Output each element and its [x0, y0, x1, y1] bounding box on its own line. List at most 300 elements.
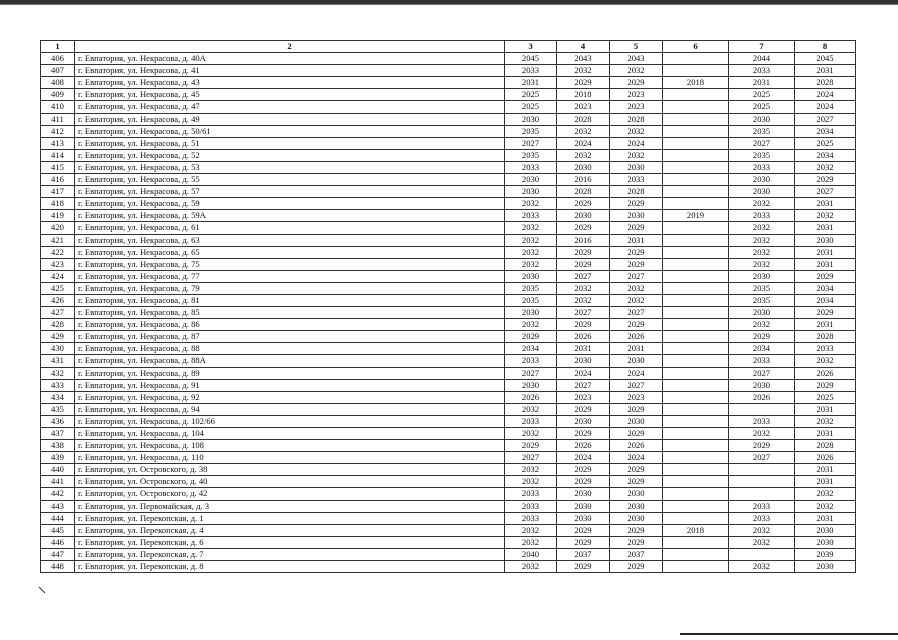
- col-7-value: 2044: [729, 53, 795, 65]
- address: г. Евпатория, ул. Некрасова, д. 51: [75, 137, 505, 149]
- col-7-value: 2032: [729, 198, 795, 210]
- col-6-value: [663, 53, 729, 65]
- col-4-value: 2023: [557, 101, 610, 113]
- table-row: [41, 428, 856, 440]
- col-3-value: 2030: [505, 113, 557, 125]
- col-4-value: 2037: [557, 548, 610, 560]
- table-body: [41, 53, 856, 573]
- address: г. Евпатория, ул. Некрасова, д. 89: [75, 367, 505, 379]
- col-3-value: 2033: [505, 512, 557, 524]
- row-number: 427: [41, 307, 75, 319]
- address: г. Евпатория, ул. Перекопская, д. 4: [75, 524, 505, 536]
- col-7-value: 2033: [729, 415, 795, 427]
- address: г. Евпатория, ул. Некрасова, д. 88: [75, 343, 505, 355]
- col-6-value: [663, 391, 729, 403]
- col-4-value: 2023: [557, 391, 610, 403]
- col-4-value: 2030: [557, 512, 610, 524]
- row-number: 406: [41, 53, 75, 65]
- col-3-value: 2032: [505, 222, 557, 234]
- col-4-value: 2031: [557, 343, 610, 355]
- table-row: [41, 270, 856, 282]
- col-5-value: 2032: [610, 149, 663, 161]
- col-5-value: 2026: [610, 440, 663, 452]
- col-5-value: 2029: [610, 77, 663, 89]
- col-8-value: 2030: [795, 536, 856, 548]
- row-number: 423: [41, 258, 75, 270]
- address: г. Евпатория, ул. Некрасова, д. 61: [75, 222, 505, 234]
- row-number: 430: [41, 343, 75, 355]
- col-8-value: 2031: [795, 403, 856, 415]
- col-3-value: 2030: [505, 186, 557, 198]
- table-row: [41, 113, 856, 125]
- col-5-value: 2029: [610, 428, 663, 440]
- col-6-value: [663, 500, 729, 512]
- address: г. Евпатория, ул. Некрасова, д. 47: [75, 101, 505, 113]
- address: г. Евпатория, ул. Островского, д. 42: [75, 488, 505, 500]
- col-5-value: 2029: [610, 476, 663, 488]
- header-col-5: 5: [610, 41, 663, 53]
- col-7-value: 2030: [729, 379, 795, 391]
- address: г. Евпатория, ул. Первомайская, д. 3: [75, 500, 505, 512]
- stray-mark-icon: [38, 586, 46, 594]
- col-6-value: [663, 125, 729, 137]
- address: г. Евпатория, ул. Некрасова, д. 57: [75, 186, 505, 198]
- address: г. Евпатория, ул. Некрасова, д. 45: [75, 89, 505, 101]
- address: г. Евпатория, ул. Некрасова, д. 55: [75, 174, 505, 186]
- col-8-value: 2045: [795, 53, 856, 65]
- col-5-value: 2027: [610, 379, 663, 391]
- col-6-value: [663, 258, 729, 270]
- col-6-value: [663, 488, 729, 500]
- address: г. Евпатория, ул. Некрасова, д. 81: [75, 294, 505, 306]
- col-5-value: 2029: [610, 246, 663, 258]
- col-5-value: 2029: [610, 464, 663, 476]
- col-5-value: 2023: [610, 101, 663, 113]
- row-number: 413: [41, 137, 75, 149]
- col-6-value: [663, 246, 729, 258]
- header-col-2: 2: [75, 41, 505, 53]
- col-7-value: [729, 403, 795, 415]
- col-3-value: 2027: [505, 367, 557, 379]
- col-7-value: 2033: [729, 512, 795, 524]
- col-7-value: 2030: [729, 270, 795, 282]
- row-number: 417: [41, 186, 75, 198]
- col-3-value: 2033: [505, 65, 557, 77]
- col-8-value: 2028: [795, 331, 856, 343]
- col-4-value: 2043: [557, 53, 610, 65]
- table-row: [41, 355, 856, 367]
- table-row: [41, 246, 856, 258]
- col-5-value: 2030: [610, 488, 663, 500]
- address: г. Евпатория, ул. Перекопская, д. 8: [75, 561, 505, 573]
- col-8-value: 2031: [795, 198, 856, 210]
- col-4-value: 2032: [557, 294, 610, 306]
- address: г. Евпатория, ул. Перекопская, д. 7: [75, 548, 505, 560]
- col-8-value: 2027: [795, 186, 856, 198]
- table-row: [41, 89, 856, 101]
- address: г. Евпатория, ул. Некрасова, д. 86: [75, 319, 505, 331]
- table-row: [41, 488, 856, 500]
- col-6-value: [663, 198, 729, 210]
- col-7-value: 2032: [729, 258, 795, 270]
- col-8-value: 2030: [795, 234, 856, 246]
- col-7-value: 2032: [729, 246, 795, 258]
- col-3-value: 2033: [505, 415, 557, 427]
- table-row: [41, 367, 856, 379]
- col-8-value: 2032: [795, 210, 856, 222]
- col-3-value: 2035: [505, 294, 557, 306]
- row-number: 433: [41, 379, 75, 391]
- col-6-value: [663, 307, 729, 319]
- col-7-value: 2033: [729, 210, 795, 222]
- col-6-value: [663, 186, 729, 198]
- address: г. Евпатория, ул. Перекопская, д. 6: [75, 536, 505, 548]
- col-5-value: 2032: [610, 65, 663, 77]
- col-8-value: 2031: [795, 258, 856, 270]
- address: г. Евпатория, ул. Некрасова, д. 49: [75, 113, 505, 125]
- col-8-value: 2031: [795, 476, 856, 488]
- col-5-value: 2030: [610, 161, 663, 173]
- col-7-value: 2033: [729, 65, 795, 77]
- col-8-value: 2030: [795, 524, 856, 536]
- col-6-value: [663, 65, 729, 77]
- col-7-value: 2026: [729, 391, 795, 403]
- col-3-value: 2029: [505, 440, 557, 452]
- table-row: [41, 174, 856, 186]
- table-row: [41, 415, 856, 427]
- table-row: [41, 210, 856, 222]
- address: г. Евпатория, ул. Некрасова, д. 75: [75, 258, 505, 270]
- col-5-value: 2029: [610, 403, 663, 415]
- table-row: [41, 452, 856, 464]
- col-6-value: [663, 561, 729, 573]
- col-3-value: 2032: [505, 234, 557, 246]
- row-number: 422: [41, 246, 75, 258]
- col-5-value: 2030: [610, 210, 663, 222]
- row-number: 439: [41, 452, 75, 464]
- col-8-value: 2039: [795, 548, 856, 560]
- col-4-value: 2029: [557, 246, 610, 258]
- col-8-value: 2027: [795, 113, 856, 125]
- row-number: 411: [41, 113, 75, 125]
- col-4-value: 2024: [557, 137, 610, 149]
- col-4-value: 2029: [557, 258, 610, 270]
- col-7-value: 2032: [729, 561, 795, 573]
- row-number: 421: [41, 234, 75, 246]
- col-6-value: [663, 367, 729, 379]
- table-row: [41, 258, 856, 270]
- col-7-value: 2032: [729, 524, 795, 536]
- address: г. Евпатория, ул. Некрасова, д. 43: [75, 77, 505, 89]
- table-row: [41, 307, 856, 319]
- col-7-value: 2030: [729, 174, 795, 186]
- col-5-value: 2026: [610, 331, 663, 343]
- table-row: [41, 319, 856, 331]
- col-6-value: [663, 282, 729, 294]
- row-number: 431: [41, 355, 75, 367]
- col-5-value: 2029: [610, 561, 663, 573]
- table-row: [41, 343, 856, 355]
- col-5-value: 2033: [610, 174, 663, 186]
- row-number: 440: [41, 464, 75, 476]
- col-6-value: [663, 343, 729, 355]
- row-number: 414: [41, 149, 75, 161]
- address: г. Евпатория, ул. Некрасова, д. 63: [75, 234, 505, 246]
- col-5-value: 2024: [610, 137, 663, 149]
- col-8-value: 2034: [795, 294, 856, 306]
- col-4-value: 2030: [557, 415, 610, 427]
- col-4-value: 2029: [557, 222, 610, 234]
- table-row: [41, 561, 856, 573]
- col-6-value: [663, 149, 729, 161]
- address: г. Евпатория, ул. Некрасова, д. 41: [75, 65, 505, 77]
- row-number: 447: [41, 548, 75, 560]
- col-7-value: 2033: [729, 161, 795, 173]
- col-7-value: 2035: [729, 294, 795, 306]
- col-8-value: 2031: [795, 65, 856, 77]
- col-3-value: 2030: [505, 270, 557, 282]
- col-8-value: 2029: [795, 270, 856, 282]
- address: г. Евпатория, ул. Некрасова, д. 77: [75, 270, 505, 282]
- table-row: [41, 536, 856, 548]
- col-4-value: 2030: [557, 161, 610, 173]
- col-5-value: 2024: [610, 367, 663, 379]
- col-4-value: 2029: [557, 403, 610, 415]
- col-6-value: [663, 294, 729, 306]
- row-number: 412: [41, 125, 75, 137]
- row-number: 445: [41, 524, 75, 536]
- table-row: [41, 331, 856, 343]
- col-4-value: 2028: [557, 186, 610, 198]
- col-5-value: 2028: [610, 186, 663, 198]
- row-number: 415: [41, 161, 75, 173]
- row-number: 441: [41, 476, 75, 488]
- col-7-value: 2025: [729, 89, 795, 101]
- col-8-value: 2032: [795, 500, 856, 512]
- col-6-value: [663, 222, 729, 234]
- col-8-value: 2028: [795, 440, 856, 452]
- col-4-value: 2016: [557, 174, 610, 186]
- col-4-value: 2029: [557, 524, 610, 536]
- col-4-value: 2028: [557, 113, 610, 125]
- col-7-value: 2030: [729, 113, 795, 125]
- row-number: 410: [41, 101, 75, 113]
- col-3-value: 2034: [505, 343, 557, 355]
- col-4-value: 2032: [557, 282, 610, 294]
- row-number: 428: [41, 319, 75, 331]
- col-3-value: 2033: [505, 488, 557, 500]
- col-7-value: [729, 548, 795, 560]
- col-8-value: 2034: [795, 149, 856, 161]
- address: г. Евпатория, ул. Некрасова, д. 85: [75, 307, 505, 319]
- col-4-value: 2029: [557, 464, 610, 476]
- col-3-value: 2032: [505, 536, 557, 548]
- col-6-value: [663, 355, 729, 367]
- col-6-value: [663, 464, 729, 476]
- col-3-value: 2035: [505, 149, 557, 161]
- scan-top-edge-shadow: [0, 4, 898, 5]
- col-4-value: 2032: [557, 149, 610, 161]
- col-7-value: [729, 476, 795, 488]
- row-number: 434: [41, 391, 75, 403]
- col-3-value: 2033: [505, 161, 557, 173]
- col-5-value: 2028: [610, 113, 663, 125]
- col-5-value: 2030: [610, 415, 663, 427]
- col-4-value: 2030: [557, 488, 610, 500]
- col-7-value: 2035: [729, 282, 795, 294]
- header-row: [41, 41, 856, 53]
- row-number: 407: [41, 65, 75, 77]
- col-4-value: 2030: [557, 355, 610, 367]
- col-7-value: 2030: [729, 307, 795, 319]
- address: г. Евпатория, ул. Некрасова, д. 110: [75, 452, 505, 464]
- table-row: [41, 476, 856, 488]
- col-3-value: 2035: [505, 125, 557, 137]
- col-5-value: 2031: [610, 234, 663, 246]
- col-7-value: 2032: [729, 319, 795, 331]
- col-7-value: 2031: [729, 77, 795, 89]
- row-number: 443: [41, 500, 75, 512]
- table-row: [41, 137, 856, 149]
- col-7-value: 2032: [729, 222, 795, 234]
- col-6-value: [663, 452, 729, 464]
- col-3-value: 2032: [505, 476, 557, 488]
- col-3-value: 2026: [505, 391, 557, 403]
- col-4-value: 2029: [557, 536, 610, 548]
- row-number: 425: [41, 282, 75, 294]
- col-5-value: 2029: [610, 258, 663, 270]
- col-5-value: 2030: [610, 355, 663, 367]
- col-5-value: 2029: [610, 222, 663, 234]
- col-5-value: 2029: [610, 524, 663, 536]
- col-8-value: 2024: [795, 89, 856, 101]
- header-col-6: 6: [663, 41, 729, 53]
- col-4-value: 2029: [557, 198, 610, 210]
- address: г. Евпатория, ул. Некрасова, д. 87: [75, 331, 505, 343]
- col-4-value: 2027: [557, 270, 610, 282]
- col-7-value: 2034: [729, 343, 795, 355]
- col-5-value: 2032: [610, 125, 663, 137]
- col-8-value: 2032: [795, 161, 856, 173]
- table-row: [41, 65, 856, 77]
- col-8-value: 2031: [795, 512, 856, 524]
- table-row: [41, 53, 856, 65]
- address: г. Евпатория, ул. Некрасова, д. 108: [75, 440, 505, 452]
- table-row: [41, 101, 856, 113]
- row-number: 408: [41, 77, 75, 89]
- col-3-value: 2032: [505, 319, 557, 331]
- col-6-value: 2019: [663, 210, 729, 222]
- col-6-value: [663, 89, 729, 101]
- row-number: 409: [41, 89, 75, 101]
- col-6-value: [663, 270, 729, 282]
- col-3-value: 2032: [505, 246, 557, 258]
- col-7-value: 2032: [729, 428, 795, 440]
- table-row: [41, 234, 856, 246]
- col-8-value: 2031: [795, 319, 856, 331]
- col-3-value: 2032: [505, 428, 557, 440]
- col-5-value: 2024: [610, 452, 663, 464]
- col-6-value: [663, 331, 729, 343]
- table-row: [41, 403, 856, 415]
- table-row: [41, 464, 856, 476]
- col-6-value: [663, 137, 729, 149]
- address: г. Евпатория, ул. Некрасова, д. 52: [75, 149, 505, 161]
- row-number: 435: [41, 403, 75, 415]
- scan-bottom-edge: [680, 633, 898, 635]
- row-number: 448: [41, 561, 75, 573]
- col-8-value: 2026: [795, 452, 856, 464]
- address: г. Евпатория, ул. Некрасова, д. 59А: [75, 210, 505, 222]
- col-6-value: [663, 536, 729, 548]
- col-5-value: 2032: [610, 294, 663, 306]
- col-3-value: 2032: [505, 198, 557, 210]
- col-4-value: 2030: [557, 210, 610, 222]
- row-number: 438: [41, 440, 75, 452]
- col-3-value: 2031: [505, 77, 557, 89]
- col-4-value: 2027: [557, 379, 610, 391]
- col-3-value: 2035: [505, 282, 557, 294]
- table-row: [41, 379, 856, 391]
- col-6-value: [663, 476, 729, 488]
- row-number: 444: [41, 512, 75, 524]
- row-number: 426: [41, 294, 75, 306]
- col-7-value: 2025: [729, 101, 795, 113]
- col-8-value: 2029: [795, 174, 856, 186]
- table-row: [41, 198, 856, 210]
- col-6-value: [663, 174, 729, 186]
- address: г. Евпатория, ул. Некрасова, д. 59: [75, 198, 505, 210]
- col-7-value: 2032: [729, 536, 795, 548]
- col-5-value: 2023: [610, 391, 663, 403]
- col-6-value: [663, 234, 729, 246]
- col-3-value: 2025: [505, 89, 557, 101]
- table-row: [41, 548, 856, 560]
- address: г. Евпатория, ул. Некрасова, д. 88А: [75, 355, 505, 367]
- col-5-value: 2027: [610, 307, 663, 319]
- row-number: 446: [41, 536, 75, 548]
- address: г. Евпатория, ул. Некрасова, д. 92: [75, 391, 505, 403]
- col-8-value: 2025: [795, 391, 856, 403]
- col-3-value: 2032: [505, 258, 557, 270]
- row-number: 420: [41, 222, 75, 234]
- col-8-value: 2034: [795, 125, 856, 137]
- address: г. Евпатория, ул. Некрасова, д. 65: [75, 246, 505, 258]
- col-7-value: 2029: [729, 440, 795, 452]
- col-8-value: 2024: [795, 101, 856, 113]
- header-col-1: 1: [41, 41, 75, 53]
- row-number: 437: [41, 428, 75, 440]
- col-6-value: [663, 440, 729, 452]
- col-6-value: [663, 379, 729, 391]
- col-6-value: [663, 319, 729, 331]
- row-number: 419: [41, 210, 75, 222]
- col-6-value: [663, 415, 729, 427]
- col-4-value: 2026: [557, 440, 610, 452]
- col-4-value: 2016: [557, 234, 610, 246]
- col-5-value: 2031: [610, 343, 663, 355]
- row-number: 436: [41, 415, 75, 427]
- col-8-value: 2028: [795, 77, 856, 89]
- col-5-value: 2023: [610, 89, 663, 101]
- col-4-value: 2024: [557, 452, 610, 464]
- col-5-value: 2029: [610, 536, 663, 548]
- row-number: 424: [41, 270, 75, 282]
- col-7-value: 2033: [729, 500, 795, 512]
- col-3-value: 2030: [505, 379, 557, 391]
- address: г. Евпатория, ул. Некрасова, д. 94: [75, 403, 505, 415]
- table-row: [41, 161, 856, 173]
